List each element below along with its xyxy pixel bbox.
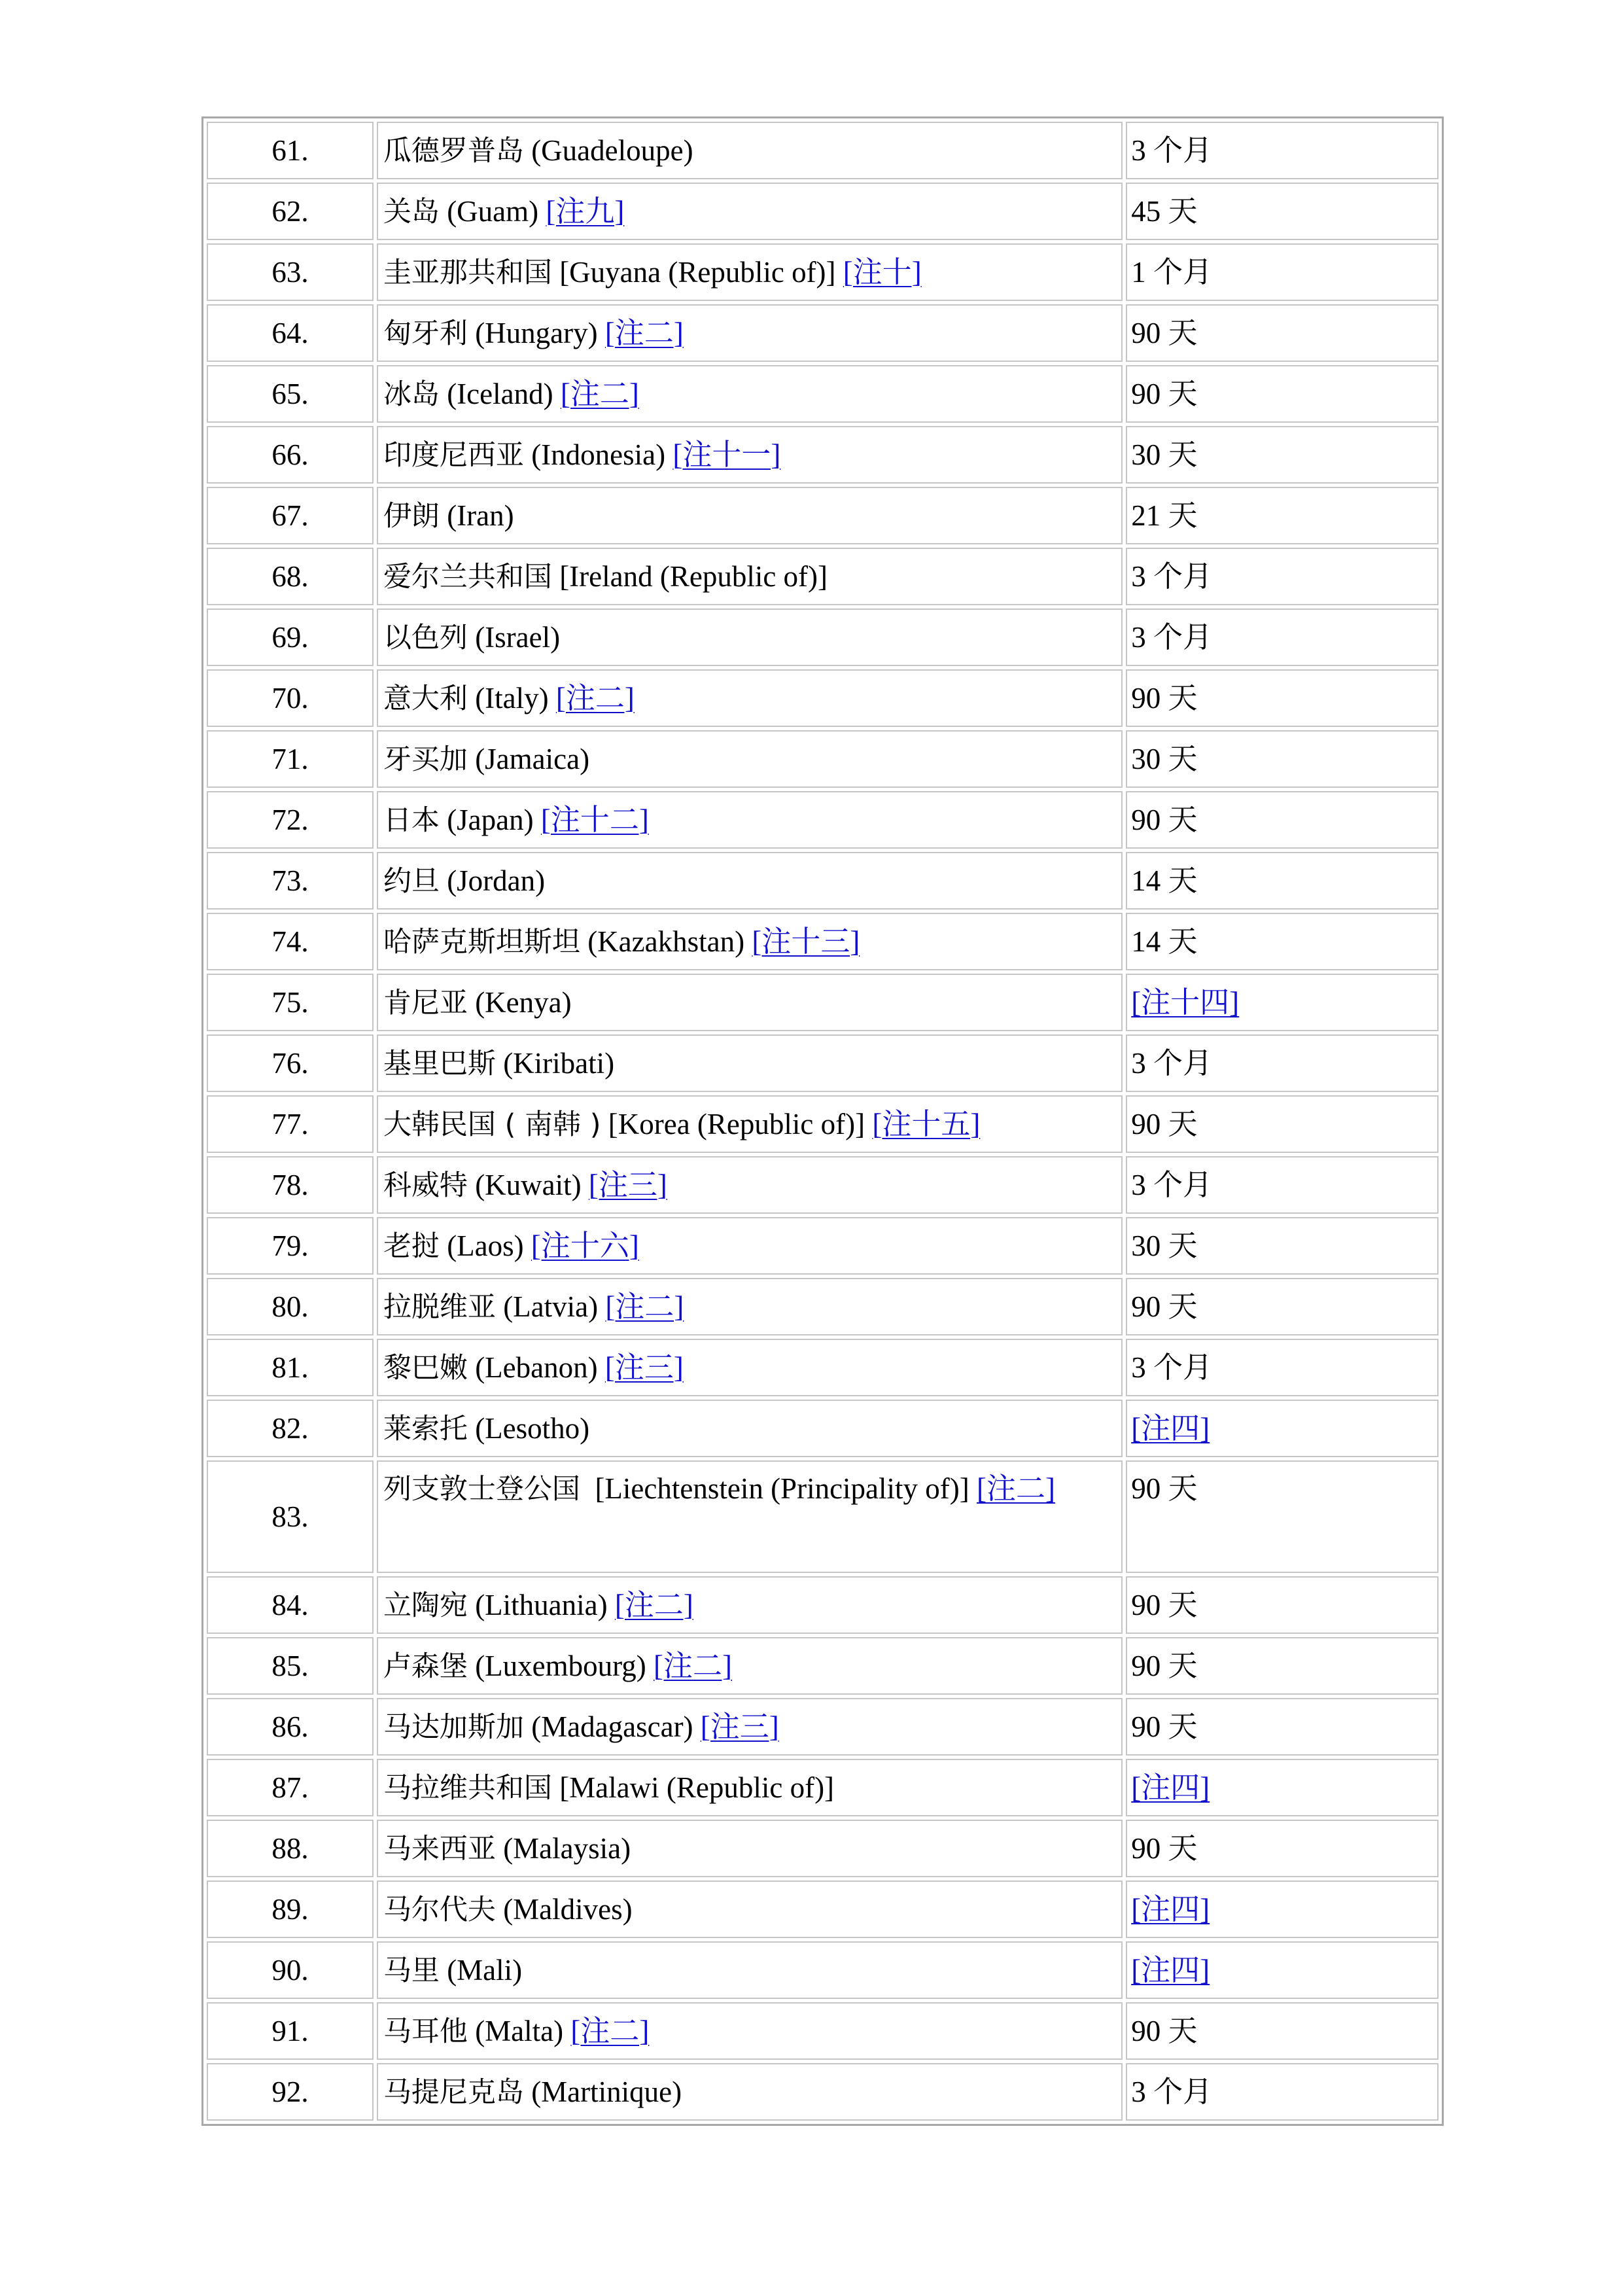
row-number: 85. [207, 1637, 374, 1695]
country-name-english: (Kenya) [467, 985, 572, 1019]
stay-footnote-link[interactable]: [注四] [1131, 1893, 1210, 1926]
country-cell [377, 609, 1123, 666]
table-row [207, 669, 1439, 727]
country-name-english: (Hungary) [467, 316, 605, 349]
country-cell [377, 913, 1123, 970]
footnote-link[interactable]: [注十二] [540, 803, 649, 836]
country-cell [377, 1881, 1123, 1938]
country-name-chinese: 日本 [383, 804, 440, 837]
country-name-english: (Malta) [467, 2014, 571, 2047]
stay-duration-cell [1126, 548, 1439, 605]
row-number: 91. [207, 2002, 374, 2060]
row-number: 87. [207, 1759, 374, 1816]
country-cell [377, 1278, 1123, 1335]
country-name-english: (Iran) [439, 499, 514, 532]
country-name-english: (Kuwait) [467, 1168, 589, 1201]
stay-duration: 21 天 [1131, 499, 1198, 532]
country-name-chinese: 意大利 [383, 682, 468, 715]
country-name-chinese: 匈牙利 [383, 317, 468, 350]
row-number: 69. [207, 609, 374, 666]
table-row [207, 852, 1439, 910]
country-name-chinese: 爱尔兰共和国 [383, 560, 552, 593]
country-name-chinese: 牙买加 [383, 743, 468, 776]
country-name-english: (Indonesia) [523, 438, 673, 471]
country-name-english: (Lesotho) [467, 1411, 590, 1445]
row-number: 74. [207, 913, 374, 970]
table-row [207, 1034, 1439, 1092]
country-name-chinese: 冰岛 [383, 378, 440, 411]
row-number: 63. [207, 243, 374, 301]
row-number: 70. [207, 669, 374, 727]
country-name-english: (Kiribati) [495, 1046, 615, 1080]
row-number: 64. [207, 304, 374, 362]
row-number: 71. [207, 730, 374, 788]
stay-duration: 14 天 [1131, 864, 1198, 897]
table-row [207, 1637, 1439, 1695]
stay-duration: 90 天 [1131, 1108, 1198, 1140]
country-cell [377, 304, 1123, 362]
stay-duration-cell [1126, 730, 1439, 788]
row-number: 77. [207, 1095, 374, 1153]
table-row [207, 243, 1439, 301]
row-number: 83. [207, 1460, 374, 1573]
country-cell [377, 365, 1123, 423]
stay-duration-cell [1126, 913, 1439, 970]
country-name-english: (Iceland) [439, 377, 561, 410]
row-number: 81. [207, 1339, 374, 1396]
country-cell [377, 974, 1123, 1031]
country-name-english: [Korea (Republic of)] [601, 1107, 873, 1140]
stay-duration: 14 天 [1131, 925, 1198, 958]
row-number: 80. [207, 1278, 374, 1335]
country-name-english: (Israel) [467, 620, 561, 654]
stay-footnote-link[interactable]: [注四] [1131, 1771, 1210, 1804]
row-number: 90. [207, 1941, 374, 1999]
country-cell [377, 1698, 1123, 1756]
stay-duration-cell [1126, 183, 1439, 240]
table-row [207, 1217, 1439, 1275]
row-number: 86. [207, 1698, 374, 1756]
country-name-chinese: 马尔代夫 [383, 1893, 496, 1926]
table-row [207, 487, 1439, 544]
row-number: 79. [207, 1217, 374, 1275]
country-name-chinese: 关岛 [383, 195, 440, 228]
country-cell [377, 426, 1123, 484]
footnote-link[interactable]: [注十一] [672, 438, 781, 471]
country-name-english: (Luxembourg) [467, 1649, 654, 1682]
country-name-english: (Madagascar) [523, 1710, 701, 1743]
table-row [207, 426, 1439, 484]
table-row [207, 365, 1439, 423]
footnote-link[interactable]: [注九] [546, 194, 625, 228]
footnote-link[interactable]: [注三] [588, 1168, 667, 1201]
table-row [207, 1698, 1439, 1756]
stay-duration-cell [1126, 1400, 1439, 1457]
country-name-english: (Japan) [439, 803, 541, 836]
country-name-english: (Jamaica) [467, 742, 590, 775]
country-cell [377, 1034, 1123, 1092]
country-cell [377, 1460, 1123, 1573]
row-number: 65. [207, 365, 374, 423]
row-number: 66. [207, 426, 374, 484]
table-row [207, 1759, 1439, 1816]
country-name-chinese: 以色列 [383, 621, 468, 654]
row-number: 88. [207, 1820, 374, 1877]
country-name-chinese: 印度尼西亚 [383, 438, 524, 472]
stay-duration: 90 天 [1131, 378, 1198, 410]
country-cell [377, 1576, 1123, 1634]
country-name-chinese: 马耳他 [383, 2015, 468, 2048]
country-cell [377, 1820, 1123, 1877]
stay-duration-cell [1126, 122, 1439, 179]
stay-duration: 90 天 [1131, 1290, 1198, 1323]
stay-duration-cell [1126, 974, 1439, 1031]
stay-duration-cell [1126, 2063, 1439, 2121]
country-name-chinese: 科威特 [383, 1169, 468, 1202]
stay-duration: 90 天 [1131, 2015, 1198, 2047]
stay-duration: 3 个月 [1131, 1047, 1212, 1080]
stay-duration-cell [1126, 487, 1439, 544]
country-cell [377, 791, 1123, 849]
stay-duration: 90 天 [1131, 1589, 1198, 1621]
footnote-link[interactable]: [注三] [604, 1351, 684, 1384]
country-name-chinese: 立陶宛 [383, 1589, 468, 1622]
country-name-chinese: 老挝 [383, 1229, 440, 1263]
table-row [207, 1095, 1439, 1153]
stay-duration-cell [1126, 1460, 1439, 1573]
country-name-english: (Italy) [467, 681, 556, 715]
country-cell [377, 2063, 1123, 2121]
footnote-link[interactable]: [注二] [654, 1649, 733, 1682]
table-row [207, 913, 1439, 970]
table-row [207, 122, 1439, 179]
stay-footnote-link[interactable]: [注四] [1131, 1412, 1210, 1445]
stay-duration-cell [1126, 669, 1439, 727]
stay-duration: 1 个月 [1131, 256, 1212, 289]
stay-duration: 90 天 [1131, 682, 1198, 715]
country-name-english: (Guam) [439, 194, 546, 228]
country-name-english: (Lebanon) [467, 1351, 605, 1384]
country-name-english: (Kazakhstan) [580, 925, 752, 958]
country-name-english: [Guyana (Republic of)] [551, 255, 843, 289]
stay-duration-cell [1126, 2002, 1439, 2060]
stay-duration: 90 天 [1131, 1832, 1198, 1865]
table-row [207, 1460, 1439, 1573]
table-row [207, 974, 1439, 1031]
country-cell [377, 183, 1123, 240]
footnote-link[interactable]: [注二] [570, 2014, 650, 2047]
row-number: 62. [207, 183, 374, 240]
stay-duration: 90 天 [1131, 1650, 1198, 1682]
row-number: 73. [207, 852, 374, 910]
country-name-english: (Laos) [439, 1229, 531, 1262]
table-row [207, 1576, 1439, 1634]
stay-footnote-link[interactable]: [注四] [1131, 1954, 1210, 1987]
country-cell [377, 1759, 1123, 1816]
country-name-english: (Latvia) [495, 1290, 606, 1323]
stay-duration: 3 个月 [1131, 621, 1212, 654]
stay-duration: 90 天 [1131, 317, 1198, 349]
table-row [207, 2002, 1439, 2060]
table-row [207, 1278, 1439, 1335]
country-cell [377, 487, 1123, 544]
footnote-link[interactable]: [注二] [555, 681, 635, 715]
footnote-link[interactable]: [注二] [614, 1588, 693, 1621]
stay-duration: 30 天 [1131, 1229, 1198, 1262]
country-name-chinese: 马来西亚 [383, 1832, 496, 1865]
stay-duration: 90 天 [1131, 1472, 1198, 1505]
stay-duration: 3 个月 [1131, 560, 1212, 593]
table-row [207, 1820, 1439, 1877]
stay-duration-cell [1126, 1881, 1439, 1938]
country-name-english: (Maldives) [495, 1892, 633, 1926]
stay-duration-cell [1126, 243, 1439, 301]
footnote-link[interactable]: [注二] [605, 1290, 684, 1323]
stay-duration: 3 个月 [1131, 1169, 1212, 1201]
country-name-chinese: 肯尼亚 [383, 986, 468, 1019]
footnote-link[interactable]: [注十六] [531, 1229, 639, 1262]
row-number: 76. [207, 1034, 374, 1092]
country-cell [377, 122, 1123, 179]
table-row [207, 791, 1439, 849]
table-row [207, 2063, 1439, 2121]
country-cell [377, 548, 1123, 605]
stay-duration-cell [1126, 1576, 1439, 1634]
row-number: 89. [207, 1881, 374, 1938]
table-row [207, 183, 1439, 240]
row-number: 84. [207, 1576, 374, 1634]
country-name-english: (Martinique) [523, 2075, 682, 2108]
country-name-chinese: 圭亚那共和国 [383, 256, 552, 289]
footnote-link[interactable]: [注十] [843, 255, 922, 289]
country-cell [377, 1217, 1123, 1275]
country-name-english: (Guadeloupe) [523, 133, 693, 167]
stay-duration-cell [1126, 1156, 1439, 1214]
country-cell [377, 1400, 1123, 1457]
stay-duration-cell [1126, 1034, 1439, 1092]
stay-duration-cell [1126, 304, 1439, 362]
country-name-english: (Mali) [439, 1953, 523, 1987]
country-name-chinese: 基里巴斯 [383, 1047, 496, 1080]
visa-table-body [207, 122, 1439, 2121]
stay-duration: 45 天 [1131, 195, 1198, 228]
table-row [207, 1156, 1439, 1214]
row-number: 75. [207, 974, 374, 1031]
country-name-chinese: 马里 [383, 1954, 440, 1987]
country-name-english: [Liechtenstein (Principality of)] [580, 1472, 977, 1505]
stay-duration-cell [1126, 1095, 1439, 1153]
row-number: 67. [207, 487, 374, 544]
stay-duration-cell [1126, 1637, 1439, 1695]
stay-duration-cell [1126, 365, 1439, 423]
country-cell [377, 1941, 1123, 1999]
country-name-chinese: 约旦 [383, 864, 440, 898]
row-number: 68. [207, 548, 374, 605]
stay-duration-cell [1126, 791, 1439, 849]
table-row [207, 609, 1439, 666]
stay-duration-cell [1126, 1820, 1439, 1877]
footnote-link[interactable]: [注三] [700, 1710, 779, 1743]
country-cell [377, 1156, 1123, 1214]
row-number: 82. [207, 1400, 374, 1457]
stay-duration: 3 个月 [1131, 2075, 1212, 2108]
stay-duration: 90 天 [1131, 1710, 1198, 1743]
stay-duration-cell [1126, 1278, 1439, 1335]
row-number: 72. [207, 791, 374, 849]
stay-duration: 3 个月 [1131, 134, 1212, 167]
footnote-link[interactable]: [注二] [604, 316, 684, 349]
country-name-chinese: 拉脱维亚 [383, 1290, 496, 1324]
stay-duration-cell [1126, 1698, 1439, 1756]
stay-duration-cell [1126, 1217, 1439, 1275]
stay-duration: 30 天 [1131, 743, 1198, 775]
country-name-english: [Malawi (Republic of)] [551, 1771, 835, 1804]
country-name-chinese: 莱索托 [383, 1412, 468, 1445]
country-cell [377, 1637, 1123, 1695]
row-number: 61. [207, 122, 374, 179]
stay-footnote-link[interactable]: [注十四] [1131, 986, 1240, 1019]
country-name-chinese: 马拉维共和国 [383, 1771, 552, 1805]
stay-duration-cell [1126, 852, 1439, 910]
country-name-english: (Jordan) [439, 864, 546, 897]
country-cell [377, 1095, 1123, 1153]
footnote-link[interactable]: [注十三] [752, 925, 860, 958]
country-cell [377, 852, 1123, 910]
footnote-link[interactable]: [注二] [977, 1472, 1055, 1505]
table-row [207, 548, 1439, 605]
table-row [207, 1881, 1439, 1938]
table-row [207, 1339, 1439, 1396]
stay-duration-cell [1126, 1339, 1439, 1396]
country-name-chinese: 卢森堡 [383, 1650, 468, 1683]
footnote-link[interactable]: [注十五] [872, 1107, 981, 1140]
country-name-chinese: 列支敦士登公国 [383, 1473, 580, 1506]
table-row [207, 304, 1439, 362]
stay-duration-cell [1126, 1759, 1439, 1816]
country-name-chinese: 瓜德罗普岛 [383, 134, 524, 168]
table-row [207, 730, 1439, 788]
stay-duration: 90 天 [1131, 804, 1198, 836]
row-number: 92. [207, 2063, 374, 2121]
country-name-english: (Malaysia) [495, 1831, 631, 1865]
footnote-link[interactable]: [注二] [560, 377, 639, 410]
visa-table [201, 116, 1444, 2126]
table-row [207, 1400, 1439, 1457]
row-number: 78. [207, 1156, 374, 1214]
country-name-english: (Lithuania) [467, 1588, 615, 1621]
country-cell [377, 1339, 1123, 1396]
country-cell [377, 730, 1123, 788]
country-name-chinese: 哈萨克斯坦斯坦 [383, 925, 580, 959]
country-name-english: [Ireland (Republic of)] [551, 559, 828, 593]
country-name-chinese: 伊朗 [383, 499, 440, 533]
country-name-chinese: 马提尼克岛 [383, 2075, 524, 2109]
country-name-chinese: 马达加斯加 [383, 1710, 524, 1744]
country-cell [377, 2002, 1123, 2060]
country-cell [377, 243, 1123, 301]
country-name-chinese: 黎巴嫩 [383, 1351, 468, 1385]
stay-duration: 30 天 [1131, 438, 1198, 471]
stay-duration-cell [1126, 609, 1439, 666]
country-cell [377, 669, 1123, 727]
stay-duration-cell [1126, 1941, 1439, 1999]
table-row [207, 1941, 1439, 1999]
stay-duration-cell [1126, 426, 1439, 484]
country-name-chinese: 大韩民国 ( 南韩 ) [383, 1108, 601, 1141]
stay-duration: 3 个月 [1131, 1351, 1212, 1384]
